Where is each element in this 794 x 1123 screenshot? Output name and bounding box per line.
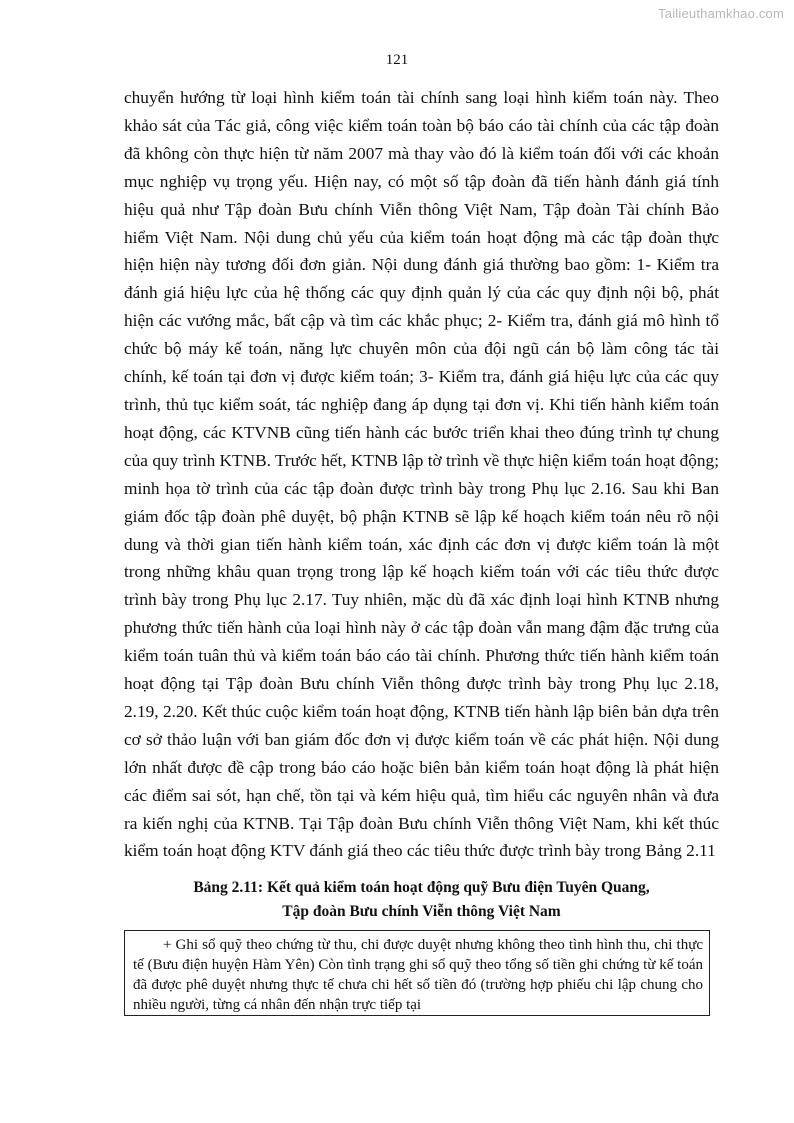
watermark: Tailieuthamkhao.com <box>658 6 784 21</box>
table-content-text: + Ghi sổ quỹ theo chứng từ thu, chi được duyệt nhưng không theo tình hình thu, chi thực tế (Bưu điện huyện Hàm Yên) Còn tình trạng ghi sổ quỹ theo tổng số tiền ghi chứng từ kế toán đã được phê duyệt nhưng thực tế chưa chi hết số tiền đó (trường hợp phiếu chi lập chung cho nhiều người, từng cá nhân đến nhận trực tiếp tại <box>133 937 703 1013</box>
page-number: 121 <box>385 52 409 68</box>
table-caption-line-1: Bảng 2.11: Kết quả kiểm toán hoạt động quỹ Bưu điện Tuyên Quang, <box>193 879 650 896</box>
body-paragraph: chuyển hướng từ loại hình kiểm toán tài chính sang loại hình kiểm toán này. Theo khảo sát của Tác giả, công việc kiểm toán toàn bộ báo cáo tài chính của các tập đoàn đã không còn thực hiện từ năm 2007 mà thay vào đó là kiểm toán đối với các khoản mục nghiệp vụ trọng yếu. Hiện nay, có một số tập đoàn đã tiến hành đánh giá tính hiệu quả như Tập đoàn Bưu chính Viễn thông Việt Nam, Tập đoàn Tài chính Bảo hiểm Việt Nam. Nội dung chủ yếu của kiểm toán hoạt động mà các tập đoàn thực hiện hiện này tương đối đơn giản. Nội dung đánh giá thường bao gồm: 1- Kiểm tra đánh giá hiệu lực của hệ thống các quy định quản lý của các quy định nội bộ, phát hiện các vướng mắc, bất cập và tìm các khắc phục; 2- Kiểm tra, đánh giá mô hình tổ chức bộ máy kế toán, năng lực chuyên môn của đội ngũ cán bộ làm công tác tài chính, kế toán tại đơn vị được kiểm toán; 3- Kiểm tra, đánh giá hiệu lực của các quy trình, thủ tục kiểm soát, tác nghiệp đang áp dụng tại đơn vị. Khi tiến hành kiểm toán hoạt động, các KTVNB cũng tiến hành các bước triển khai theo đúng trình tự chung của quy trình KTNB. Trước hết, KTNB lập tờ trình về thực hiện kiểm toán hoạt động; minh họa tờ trình của các tập đoàn được trình bày trong Phụ lục 2.16. Sau khi Ban giám đốc tập đoàn phê duyệt, bộ phận KTNB sẽ lập kế hoạch kiểm toán nêu rõ nội dung và thời gian tiến hành kiểm toán, xác định các đơn vị được kiểm toán là một trong những khâu quan trọng trong lập kế hoạch kiểm toán với các tiêu thức được trình bày trong Phụ lục 2.17. Tuy nhiên, mặc dù đã xác định loại hình KTNB nhưng phương thức tiến hành của loại hình này ở các tập đoàn vẫn mang đậm đặc trưng của kiểm toán tuân thủ và kiểm toán báo cáo tài chính. Phương thức tiến hành kiểm toán hoạt động tại Tập đoàn Bưu chính Viễn thông được trình bày trong Phụ lục 2.18, 2.19, 2.20. Kết thúc cuộc kiểm toán hoạt động, KTNB tiến hành lập biên bản dựa trên cơ sở thảo luận với ban giám đốc đơn vị được kiểm toán về các phát hiện. Nội dung lớn nhất được đề cập trong báo cáo hoặc biên bản kiểm toán hoạt động là phát hiện các điểm sai sót, hạn chế, tồn tại và kém hiệu quả, tìm hiểu các nguyên nhân và đưa ra kiến nghị của KTNB. Tại Tập đoàn Bưu chính Viễn thông Việt Nam, khi kết thúc kiểm toán hoạt động KTV đánh giá theo các tiêu thức được trình bày trong Bảng 2.11 <box>124 88 719 861</box>
table-content-box <box>124 930 710 1016</box>
table-caption <box>124 876 719 924</box>
table-caption-line-2: Tập đoàn Bưu chính Viễn thông Việt Nam <box>282 903 561 920</box>
